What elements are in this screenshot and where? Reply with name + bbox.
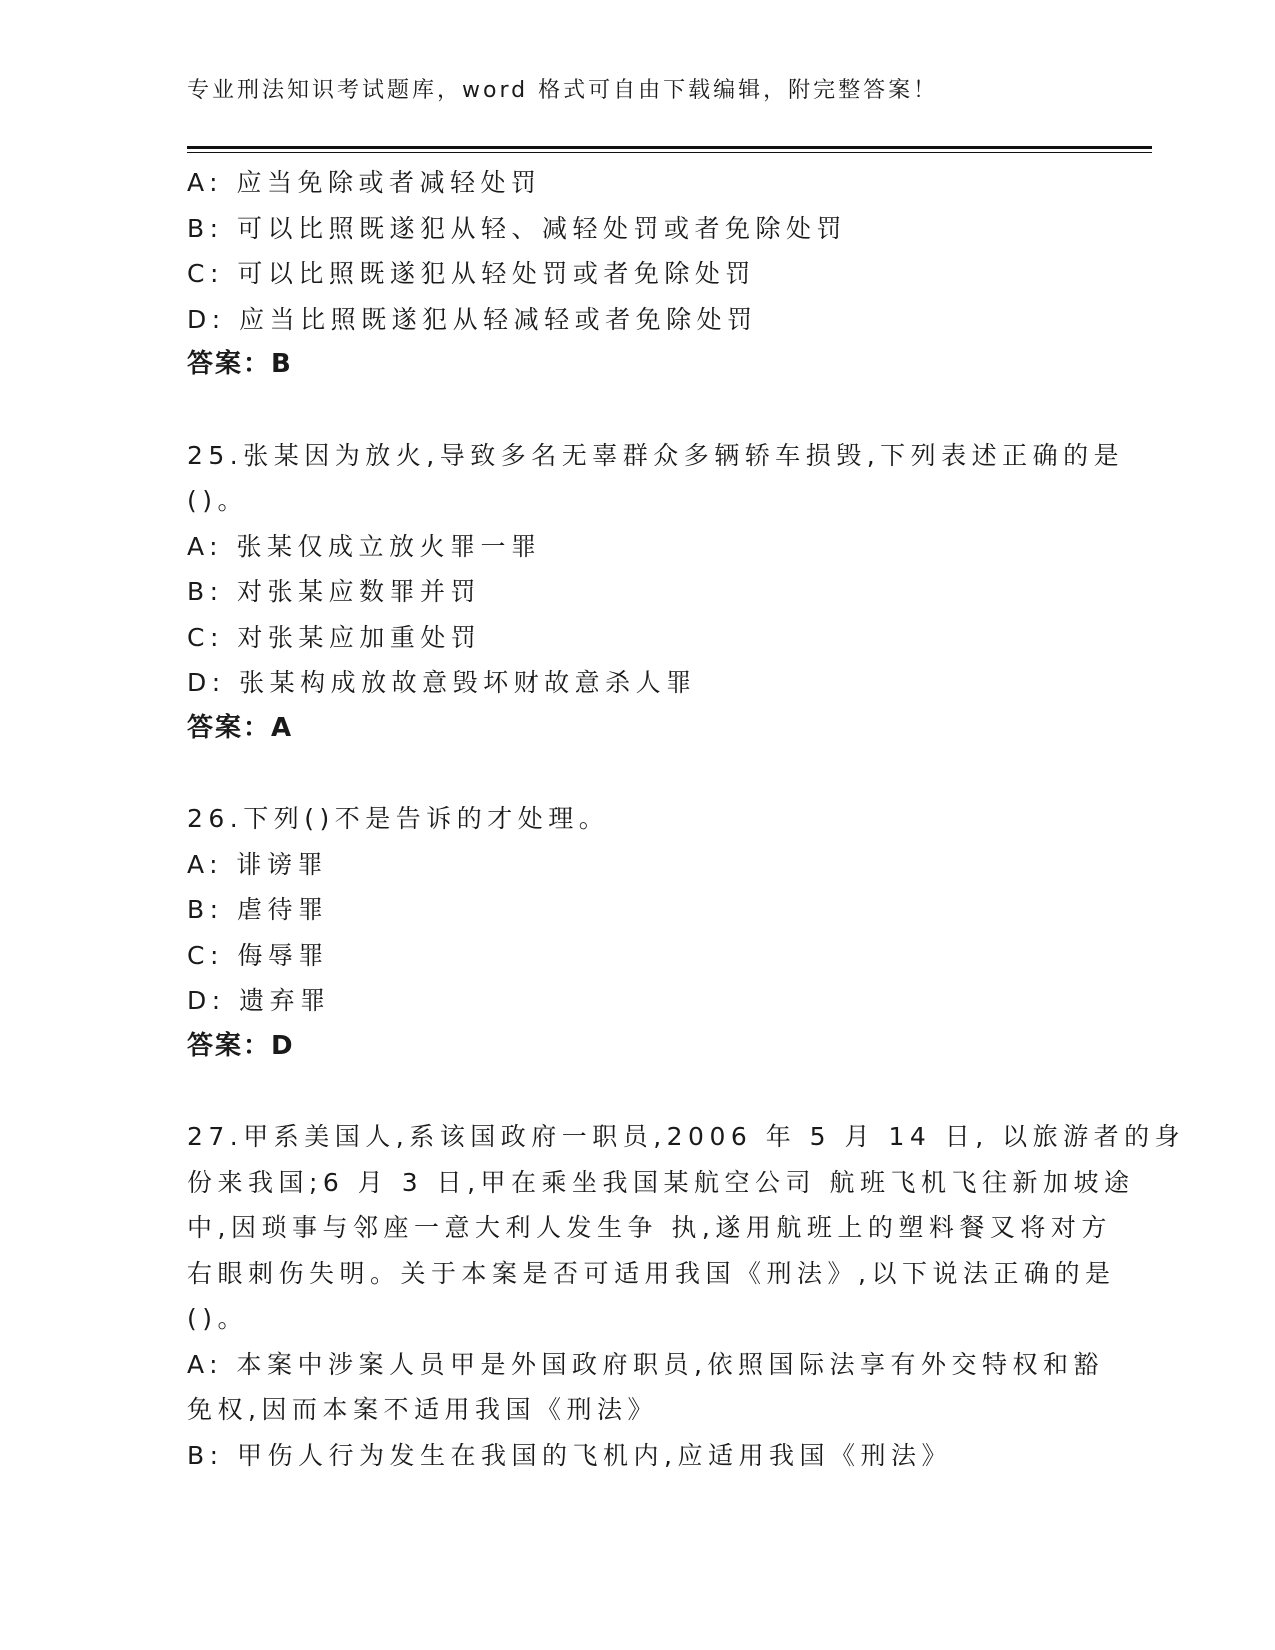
answer: 答案：D <box>187 1030 295 1061</box>
answer: 答案：B <box>187 349 293 379</box>
question-stem-line-2: 份来我国;6 月 3 日,甲在乘坐我国某航空公司 航班飞机飞往新加坡途 <box>187 1167 1135 1197</box>
option-d: D: 遗弃罪 <box>187 986 331 1015</box>
option-c: C: 可以比照既遂犯从轻处罚或者免除处罚 <box>187 259 756 288</box>
option-a-line-2: 免权,因而本案不适用我国《刑法》 <box>187 1395 658 1424</box>
option-b: B: 对张某应数罪并罚 <box>187 577 482 606</box>
option-c: C: 对张某应加重处罚 <box>187 622 482 652</box>
option-b: B: 甲伤人行为发生在我国的飞机内,应适用我国《刑法》 <box>187 1440 952 1470</box>
answer: 答案：A <box>187 712 294 743</box>
question-stem-continued: ()。 <box>187 486 249 515</box>
question-stem: 25.张某因为放火,导致多名无辜群众多辆轿车损毁,下列表述正确的是 <box>187 440 1125 470</box>
document-body <box>187 160 1186 1478</box>
header-rule-thin <box>187 152 1152 153</box>
option-a: A: 诽谤罪 <box>187 849 329 879</box>
question-24 <box>187 160 1077 388</box>
spacer <box>187 1069 1077 1114</box>
spacer <box>187 751 1077 796</box>
spacer <box>187 388 1077 433</box>
question-26 <box>187 796 1077 1069</box>
option-d: D: 张某构成放故意毁坏财故意杀人罪 <box>187 668 697 697</box>
header-rule-thick <box>187 146 1152 149</box>
option-a: A: 张某仅成立放火罪一罪 <box>187 531 542 561</box>
question-stem-line-5: ()。 <box>187 1304 249 1333</box>
option-b: B: 虐待罪 <box>187 895 329 924</box>
question-stem-line-4: 右眼刺伤失明。关于本案是否可适用我国《刑法》,以下说法正确的是 <box>187 1258 1116 1288</box>
question-stem-line-3: 中,因琐事与邻座一意大利人发生争 执,遂用航班上的塑料餐叉将对方 <box>187 1213 1112 1242</box>
option-a: A: 应当免除或者减轻处罚 <box>187 168 542 197</box>
option-c: C: 侮辱罪 <box>187 940 329 970</box>
question-25 <box>187 433 1125 752</box>
page-header: 专业刑法知识考试题库，word 格式可自由下载编辑，附完整答案！ <box>187 78 939 103</box>
question-stem: 26.下列()不是告诉的才处理。 <box>187 804 610 833</box>
question-stem-line-1: 27.甲系美国人,系该国政府一职员,2006 年 5 月 14 日, 以旅游者的身 <box>187 1122 1186 1151</box>
option-a-line-1: A: 本案中涉案人员甲是外国政府职员,依照国际法享有外交特权和豁 <box>187 1349 1104 1379</box>
option-b: B: 可以比照既遂犯从轻、减轻处罚或者免除处罚 <box>187 213 848 243</box>
question-27 <box>187 1114 1186 1478</box>
option-d: D: 应当比照既遂犯从轻减轻或者免除处罚 <box>187 304 758 334</box>
